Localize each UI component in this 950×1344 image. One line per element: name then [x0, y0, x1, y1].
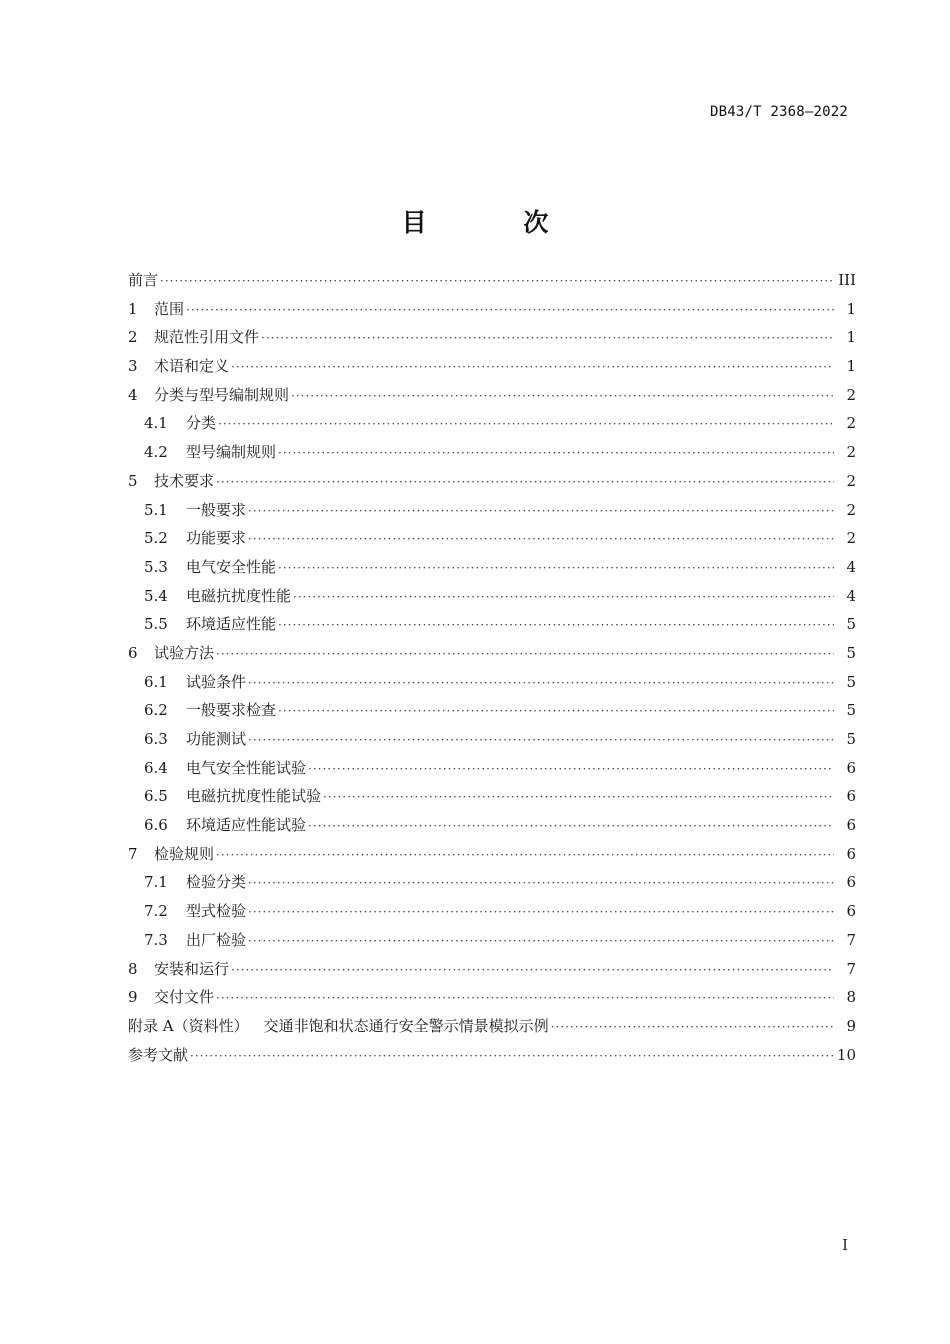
toc-entry-label: 环境适应性能试验: [186, 816, 307, 835]
toc-entry-page: 2: [846, 385, 856, 404]
toc-entry[interactable]: [128, 955, 856, 984]
toc-dot-leader: [291, 382, 834, 411]
toc-entry-number: 4: [128, 385, 138, 404]
toc-entry-label: 规范性引用文件: [154, 328, 260, 347]
toc-dot-leader: [248, 927, 834, 956]
toc-dot-leader: [248, 869, 834, 898]
toc-entry[interactable]: [128, 926, 856, 955]
toc-entry[interactable]: [128, 553, 856, 582]
toc-dot-leader: [248, 497, 834, 526]
toc-entry[interactable]: [128, 1041, 856, 1070]
toc-entry-label: 参考文献: [128, 1045, 189, 1064]
toc-entry-page: 2: [846, 500, 856, 519]
toc-entry-label: 前言: [128, 271, 159, 289]
toc-dot-leader: [190, 1042, 833, 1071]
toc-entry-label: 电气安全性能试验: [186, 758, 307, 777]
toc-entry[interactable]: [128, 409, 856, 438]
toc-entry-page: 6: [846, 787, 856, 806]
toc-entry[interactable]: [128, 983, 856, 1012]
toc-entry[interactable]: [128, 352, 856, 381]
toc-entry-number: 6.1: [144, 672, 168, 691]
toc-entry[interactable]: [128, 840, 856, 869]
toc-entry-page: 5: [846, 701, 856, 720]
toc-entry-page: 8: [846, 988, 856, 1007]
toc-dot-leader: [216, 468, 834, 497]
toc-dot-leader: [248, 669, 834, 698]
toc-entry[interactable]: [128, 381, 856, 410]
toc-dot-leader: [216, 984, 834, 1013]
toc-entry-label: 安装和运行: [154, 959, 230, 978]
toc-entry-number: 附录 A（资料性）: [128, 1016, 249, 1035]
page-title: 目 次: [401, 207, 593, 237]
toc-entry-page: 4: [846, 586, 856, 605]
toc-entry[interactable]: [128, 754, 856, 783]
toc-entry-page: 6: [846, 873, 856, 892]
toc-entry[interactable]: [128, 1012, 856, 1041]
toc-entry-label: 分类: [186, 414, 217, 433]
toc-dot-leader: [231, 956, 834, 985]
toc-entry-number: 5.1: [144, 500, 168, 519]
toc-entry-label: 电磁抗扰度性能: [186, 586, 292, 605]
toc-entry-page: 6: [846, 758, 856, 777]
toc-entry-page: 7: [846, 959, 856, 978]
toc-dot-leader: [308, 812, 834, 841]
toc-dot-leader: [278, 611, 834, 640]
toc-entry-page: 5: [846, 615, 856, 634]
toc-entry-label: 型号编制规则: [186, 443, 277, 462]
toc-entry-label: 分类与型号编制规则: [154, 385, 290, 404]
toc-entry-label: 技术要求: [154, 471, 215, 490]
toc-entry-number: 3: [128, 357, 138, 376]
toc-dot-leader: [551, 1013, 834, 1042]
toc-entry-page: 2: [846, 443, 856, 462]
table-of-contents: [128, 266, 856, 1069]
toc-entry[interactable]: [128, 295, 856, 324]
toc-entry-label: 一般要求: [186, 500, 247, 519]
toc-dot-leader: [216, 640, 834, 669]
toc-dot-leader: [308, 755, 834, 784]
toc-entry-number: 6.4: [144, 758, 168, 777]
toc-entry-page: 1: [846, 328, 856, 347]
toc-entry-page: 6: [846, 902, 856, 921]
toc-entry-label: 电磁抗扰度性能试验: [186, 787, 322, 806]
toc-entry-number: 6: [128, 643, 138, 662]
toc-entry-page: 1: [846, 357, 856, 376]
toc-entry-label: 一般要求检查: [186, 701, 277, 720]
toc-entry-number: 4.2: [144, 443, 168, 462]
toc-entry-label: 交付文件: [154, 988, 215, 1007]
toc-dot-leader: [248, 525, 834, 554]
toc-entry-label: 交通非饱和状态通行安全警示情景模拟示例: [248, 1016, 549, 1035]
toc-entry-number: 7.3: [144, 930, 168, 949]
toc-dot-leader: [218, 410, 834, 439]
toc-entry-label: 术语和定义: [154, 357, 230, 376]
toc-entry[interactable]: [128, 610, 856, 639]
toc-entry-number: 6.6: [144, 816, 168, 835]
toc-entry-page: 6: [846, 816, 856, 835]
toc-entry-label: 检验分类: [186, 873, 247, 892]
toc-entry-number: 8: [128, 959, 138, 978]
toc-dot-leader: [323, 783, 834, 812]
toc-dot-leader: [231, 353, 834, 382]
toc-dot-leader: [278, 554, 834, 583]
toc-dot-leader: [278, 439, 834, 468]
toc-entry[interactable]: [128, 438, 856, 467]
toc-entry-label: 功能要求: [186, 529, 247, 548]
toc-entry-label: 环境适应性能: [186, 615, 277, 634]
toc-entry-number: 6.5: [144, 787, 168, 806]
toc-entry-label: 出厂检验: [186, 930, 247, 949]
toc-entry-number: 5.2: [144, 529, 168, 548]
toc-entry-page: 5: [846, 730, 856, 748]
toc-entry[interactable]: [128, 811, 856, 840]
standard-code: DB43/T 2368—2022: [709, 104, 848, 120]
toc-entry-page: 2: [846, 471, 856, 490]
toc-entry-page: 6: [846, 844, 856, 863]
toc-entry-number: 4.1: [144, 414, 168, 433]
toc-dot-leader: [216, 841, 834, 870]
toc-entry-page: 9: [846, 1016, 856, 1035]
toc-entry-page: 7: [846, 930, 856, 949]
toc-entry-label: 型式检验: [186, 902, 247, 921]
toc-dot-leader: [248, 726, 834, 755]
toc-dot-leader: [278, 697, 834, 726]
toc-entry-number: 6.3: [144, 730, 168, 748]
toc-entry-number: 7.1: [144, 873, 168, 892]
toc-entry-label: 范围: [154, 299, 185, 318]
toc-entry-page: 4: [846, 557, 856, 576]
toc-entry[interactable]: [128, 323, 856, 352]
toc-dot-leader: [160, 267, 834, 296]
toc-entry-label: 试验方法: [154, 643, 215, 662]
toc-entry[interactable]: [128, 639, 856, 668]
toc-entry[interactable]: [128, 496, 856, 525]
toc-entry-page: 2: [846, 529, 856, 548]
toc-entry[interactable]: [128, 524, 856, 553]
toc-entry-page: 5: [846, 672, 856, 691]
toc-entry[interactable]: [128, 868, 856, 897]
toc-entry[interactable]: [128, 668, 856, 697]
toc-entry-number: 7.2: [144, 902, 168, 921]
toc-entry[interactable]: [128, 696, 856, 725]
toc-entry-page: 1: [846, 299, 856, 318]
toc-entry-page: 5: [846, 643, 856, 662]
toc-dot-leader: [261, 324, 834, 353]
toc-entry-page: III: [838, 271, 856, 289]
toc-entry[interactable]: [128, 582, 856, 611]
toc-entry-label: 功能测试: [186, 730, 247, 748]
toc-entry-number: 5.5: [144, 615, 168, 634]
toc-entry-number: 2: [128, 328, 138, 347]
toc-entry-number: 5.4: [144, 586, 168, 605]
toc-entry-number: 5: [128, 471, 138, 490]
toc-entry[interactable]: [128, 782, 856, 811]
toc-entry-label: 试验条件: [186, 672, 247, 691]
toc-dot-leader: [293, 583, 834, 612]
toc-entry-number: 5.3: [144, 557, 168, 576]
toc-entry-label: 电气安全性能: [186, 557, 277, 576]
toc-entry[interactable]: [128, 897, 856, 926]
toc-entry-page: 10: [836, 1045, 856, 1064]
toc-entry-number: 9: [128, 988, 138, 1007]
toc-entry-page: 2: [846, 414, 856, 433]
toc-entry[interactable]: [128, 266, 856, 295]
toc-entry[interactable]: [128, 467, 856, 496]
page-number: I: [842, 1236, 848, 1254]
toc-entry-number: 7: [128, 844, 138, 863]
toc-entry[interactable]: [128, 725, 856, 754]
toc-dot-leader: [248, 898, 834, 927]
toc-entry-label: 检验规则: [154, 844, 215, 863]
toc-entry-number: 6.2: [144, 701, 168, 720]
toc-dot-leader: [186, 296, 834, 325]
toc-entry-number: 1: [128, 299, 138, 318]
